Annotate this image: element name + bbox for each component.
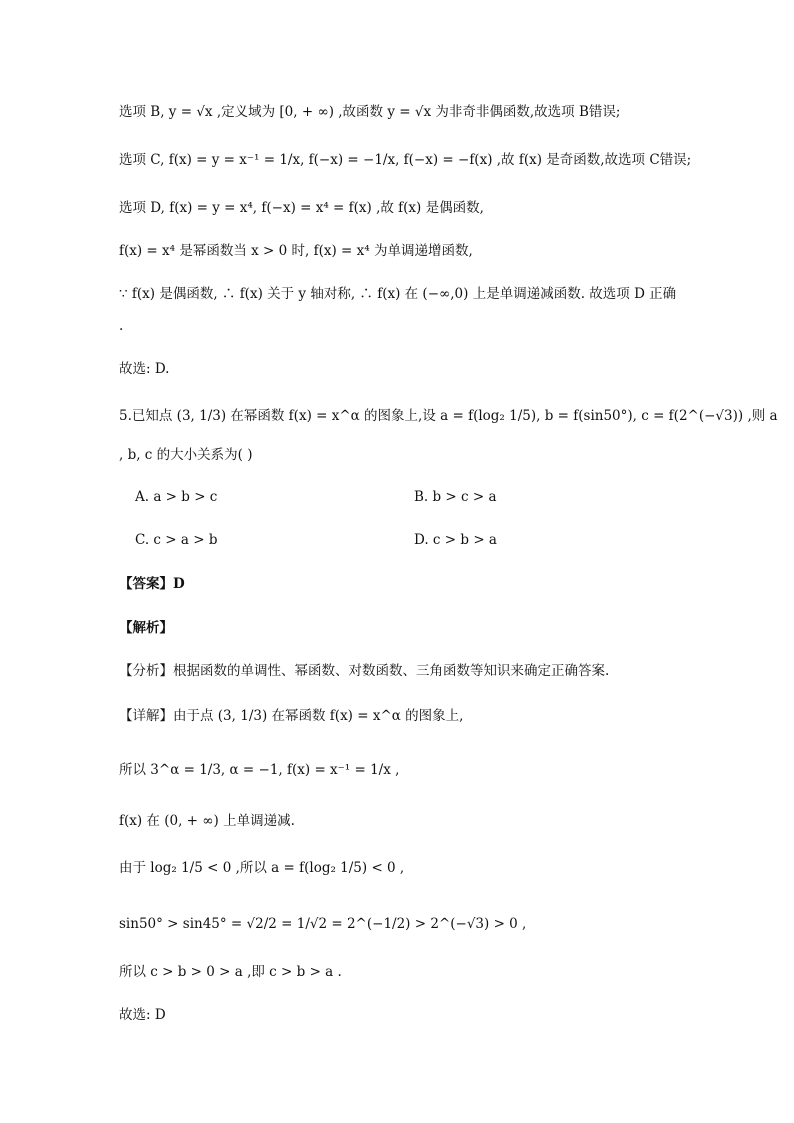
option-b-analysis: 选项 B, y = √x ,定义域为 [0, + ∞) ,故函数 y = √x 为非奇非偶函数,故选项 B错误; — [119, 104, 621, 120]
power-function-monotonic-line: f(x) = x⁴ 是幂函数当 x > 0 时, f(x) = x⁴ 为单调递增函数, — [119, 243, 473, 259]
solution-step-5: 所以 c > b > 0 > a ,即 c > b > a . — [119, 964, 342, 980]
analysis-label: 【解析】 — [119, 620, 173, 636]
option-d-analysis: 选项 D, f(x) = y = x⁴, f(−x) = x⁴ = f(x) ,故 f(x) 是偶函数, — [119, 200, 484, 216]
even-function-conclusion-period: . — [119, 318, 124, 334]
previous-answer-select: 故选: D. — [119, 361, 170, 377]
even-function-conclusion: ∵ f(x) 是偶函数, ∴ f(x) 关于 y 轴对称, ∴ f(x) 在 (−∞,0) 上是单调递减函数. 故选项 D 正确 — [119, 286, 677, 302]
solution-step-1: 所以 3^α = 1/3, α = −1, f(x) = x⁻¹ = 1/x , — [119, 762, 400, 778]
choice-d: D. c > b > a — [414, 532, 497, 548]
choice-c: C. c > a > b — [135, 532, 218, 548]
choice-a: A. a > b > c — [135, 489, 218, 505]
solution-step-4: sin50° > sin45° = √2/2 = 1/√2 = 2^(−1/2) > 2^(−√3) > 0 , — [119, 916, 527, 932]
solution-step-3: 由于 log₂ 1/5 < 0 ,所以 a = f(log₂ 1/5) < 0 , — [119, 860, 405, 876]
question-5-stem-continued: , b, c 的大小关系为( ) — [119, 447, 253, 463]
solution-step-2: f(x) 在 (0, + ∞) 上单调递减. — [119, 813, 295, 829]
question-5-stem: 5.已知点 (3, 1/3) 在幂函数 f(x) = x^α 的图象上,设 a = f(log₂ 1/5), b = f(sin50°), c = f(2^(−√3)) ,则 a — [119, 408, 778, 424]
final-answer: 故选: D — [119, 1007, 166, 1023]
option-c-analysis: 选项 C, f(x) = y = x⁻¹ = 1/x, f(−x) = −1/x, f(−x) = −f(x) ,故 f(x) 是奇函数,故选项 C错误; — [119, 152, 692, 168]
answer-label: 【答案】D — [119, 576, 185, 592]
detailed-solution-intro: 【详解】由于点 (3, 1/3) 在幂函数 f(x) = x^α 的图象上, — [119, 708, 464, 724]
analysis-summary: 【分析】根据函数的单调性、幂函数、对数函数、三角函数等知识来确定正确答案. — [119, 663, 610, 679]
choice-b: B. b > c > a — [414, 489, 497, 505]
